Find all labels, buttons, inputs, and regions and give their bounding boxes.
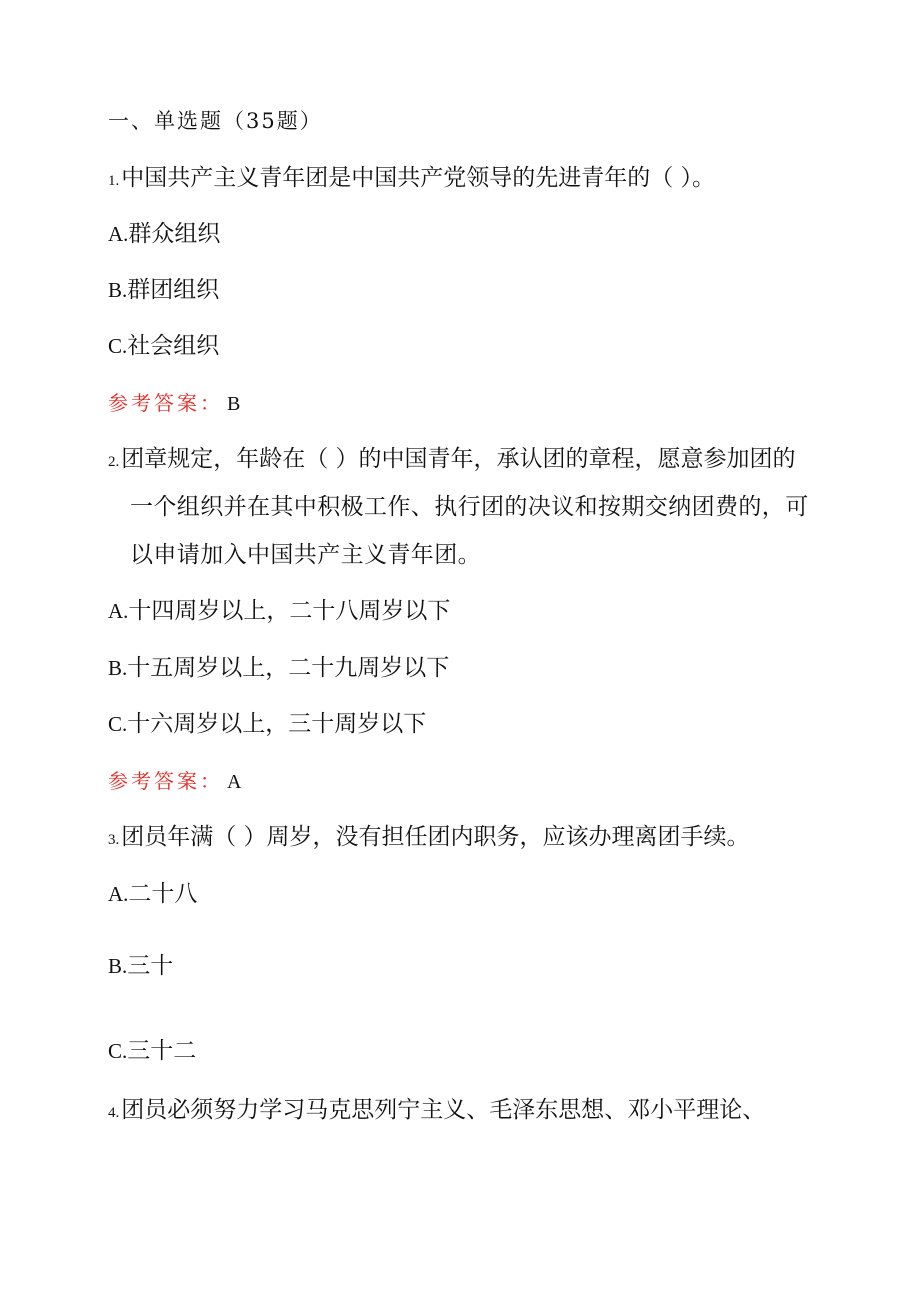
question-2-option-c — [108, 709, 426, 739]
question-3-option-a — [108, 879, 197, 909]
question-3-option-c — [108, 1036, 196, 1066]
question-1-stem — [108, 163, 715, 196]
question-4-stem — [108, 1095, 765, 1128]
option-text: 二十八 — [128, 881, 198, 907]
option-letter: A. — [108, 222, 129, 246]
question-number: 4. — [108, 1105, 120, 1121]
option-text: 十六周岁以上，三十周岁以下 — [127, 711, 427, 737]
answer-label: 参考答案： — [108, 391, 223, 415]
option-letter: C. — [108, 1039, 128, 1063]
question-number: 3. — [108, 832, 120, 848]
option-letter: B. — [108, 656, 128, 680]
option-text: 群众组织 — [128, 221, 221, 247]
question-text: 团员年满（ ）周岁，没有担任团内职务，应该办理离团手续。 — [121, 824, 750, 850]
question-3-option-b — [108, 951, 173, 981]
question-1-option-a — [108, 219, 220, 249]
question-text: 中国共产主义青年团是中国共产党领导的先进青年的（ ）。 — [121, 165, 716, 191]
question-3-stem — [108, 822, 750, 855]
answer-value: B — [227, 393, 241, 415]
question-text: 团章规定，年龄在（ ）的中国青年，承认团的章程，愿意参加团的 — [121, 446, 796, 472]
question-number: 2. — [108, 454, 120, 470]
option-letter: A. — [108, 599, 129, 623]
question-2-stem-line-1 — [108, 444, 796, 477]
question-2-stem-line-2: 一个组织并在其中积极工作、执行团的决议和按期交纳团费的，可 — [130, 494, 809, 520]
option-letter: B. — [108, 278, 128, 302]
question-2-option-b — [108, 653, 449, 683]
section-title: 一、单选题（35题） — [108, 109, 323, 133]
question-text: 团员必须努力学习马克思列宁主义、毛泽东思想、邓小平理论、 — [121, 1097, 766, 1123]
question-number: 1. — [108, 173, 120, 189]
option-text: 十四周岁以上，二十八周岁以下 — [128, 598, 451, 624]
option-letter: C. — [108, 712, 128, 736]
answer-label: 参考答案： — [108, 769, 223, 793]
question-1-option-c — [108, 331, 219, 361]
question-2-answer — [108, 766, 241, 797]
option-text: 群团组织 — [127, 277, 220, 303]
option-text: 三十二 — [127, 1038, 197, 1064]
question-1-option-b — [108, 275, 219, 305]
option-letter: A. — [108, 882, 129, 906]
question-2-option-a — [108, 596, 450, 626]
option-letter: B. — [108, 954, 128, 978]
question-1-answer — [108, 388, 240, 419]
option-letter: C. — [108, 334, 128, 358]
answer-value: A — [227, 771, 242, 793]
question-2-stem-line-3: 以申请加入中国共产主义青年团。 — [130, 542, 481, 568]
option-text: 三十 — [127, 953, 174, 979]
option-text: 十五周岁以上，二十九周岁以下 — [127, 655, 450, 681]
option-text: 社会组织 — [127, 333, 220, 359]
